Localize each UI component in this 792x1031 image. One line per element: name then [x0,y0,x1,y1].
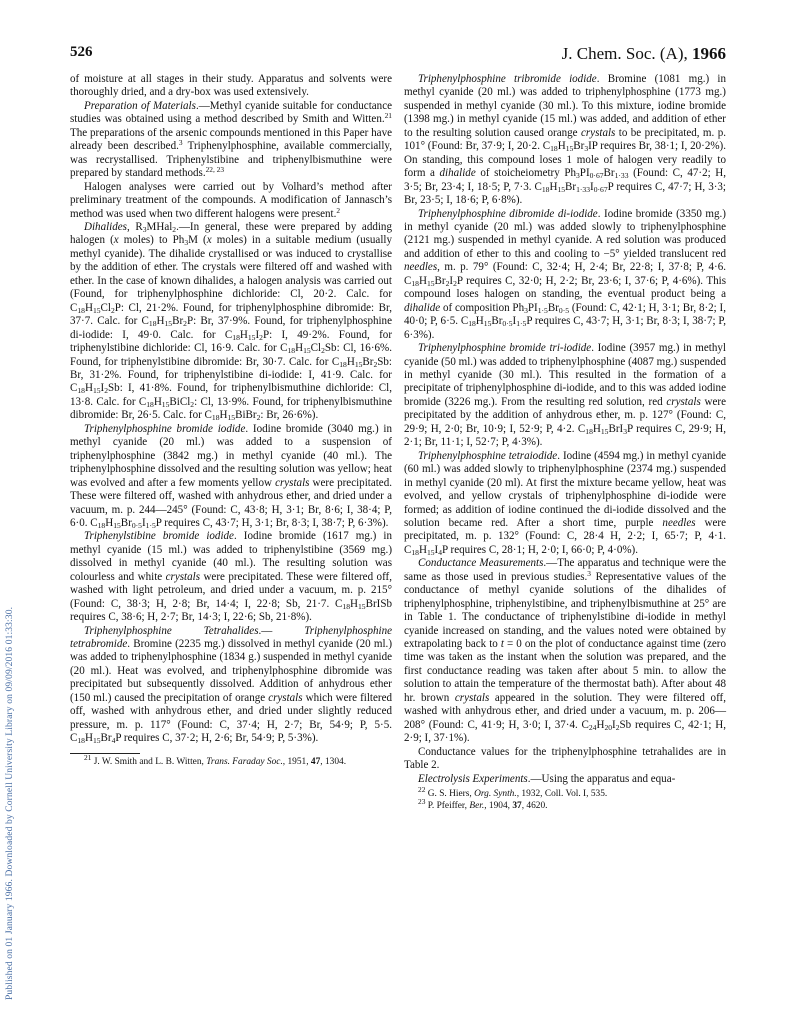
journal-name: J. Chem. Soc. (A), [561,44,688,63]
footnote: $^{23}$ P. Pfeiffer, Ber., 1904, 37, 4620. [418,796,548,811]
paragraph: Conductance values for the triphenylphosphine tetrahalides are in Table 2. [404,745,726,772]
paragraph: Triphenylstibine bromide iodide. Iodine bromide (1617 mg.) in methyl cyanide (15 ml.) was added to triphenylstibine (3569 mg.) dissolved in methyl cyanide (40 ml.). The resulting solution was colourless and white crystals were precipitated. These were filtered off, washed with light petroleum, and dried under a vacuum, m. p. 215° (Found: C, 38·3; H, 2·8; Br, 14·4; I, 22·8; Sb, 21·7. $C_{18}H_{15}BrISb$ requires C, 38·6; H, 2·7; Br, 14·3; I, 22·6; Sb, 21·8%). [70,530,392,624]
publication-notice[interactable]: Published on 01 January 1966. Downloaded by Cornell University Library on 09/09/2016 01:33:30. [4,606,15,1000]
paragraph: Conductance Measurements.—The apparatus and technique were the same as those used in previous studies.$^3$ Representative values of the conductance of methyl cyanide solutions of the dihalides of triphenylphosphine, triphenylstibine, and triphenylbismuthine at 25° are in Table 1. The conductance of triphenylstibine di-iodide in methyl cyanide increased on standing, and the values noted were obtained by extrapolating back to t = 0 on the plot of conductance against time (zero time was taken as the instant when the solution was prepared, and the first conductance reading was taken after about 5 min. to allow the solution to attain the temperature of the thermostat bath). After about 48 hr. brown crystals appeared in the solution. They were filtered off, washed with anhydrous ether, and dried under a vacuum, m. p. 206—208° (Found: C, 41·9; H, 3·0; I, 37·4. $C_{24}H_{20}I_2Sb$ requires C, 42·1; H, 2·9; I, 37·1%). [404,557,726,745]
paragraph: Triphenylphosphine tribromide iodide. Bromine (1081 mg.) in methyl cyanide (20 ml.) was added to triphenylphosphine (1773 mg.) suspended in methyl cyanide (30 ml.). To this mixture, iodine bromide (1398 mg.) in methyl cyanide (15 ml.) was added, and addition of ether to the resulting solution caused orange crystals to be precipitated, m. p. 101° (Found: Br, 37·9; I, 20·2. $C_{18}H_{15}Br_3IP$ requires Br, 38·1; I, 20·2%). On standing, this compound loses 1 mole of halogen very readily to form a dihalide of stoicheiometry $Ph_3PI_{0\cdot 67}Br_{1\cdot 33}$ (Found: C, 47·2; H, 3·5; Br, 23·4; I, 18·5; P, 7·3. $C_{18}H_{15}Br_{1\cdot 33}I_{0\cdot 67}P$ requires C, 47·7; H, 3·3; Br, 23·5; I, 18·6; P, 6·8%). [404,73,726,207]
paragraph: Triphenylphosphine bromide tri-iodide. Iodine (3957 mg.) in methyl cyanide (50 ml.) was added to triphenylphosphine (4087 mg.) suspended in methyl cyanide (30 ml.). This resulted in the formation of a precipitate of triphenylphosphine di-iodide, and to this was added iodine bromide (3226 mg.). From the resulting red solution, red crystals were precipitated by the addition of anhydrous ether, m. p. 127° (Found: C, 29·9; H, 2·0; Br, 10·9; I, 52·9; P, 4·2. $C_{18}H_{15}BrI_3P$ requires C, 29·9; H, 2·1; Br, 11·1; I, 52·7; P, 4·3%). [404,342,727,449]
footnote: $^{21}$ J. W. Smith and L. B. Witten, Trans. Faraday Soc., 1951, 47, 1304. [84,752,347,767]
paragraph: Triphenylphosphine bromide iodide. Iodine bromide (3040 mg.) in methyl cyanide (20 ml.) was added to a suspension of triphenylphosphine (3842 mg.) in methyl cyanide (40 ml.). The triphenylphosphine dissolved and the resulting solution was yellow; heat was evolved and after a few moments yellow crystals were precipitated. These were filtered off, washed with anhydrous ether, and dried under a vacuum, m. p. 244—245° (Found: C, 43·8; H, 3·1; Br, 8·6; I, 38·4; P, 6·0. $C_{18}H_{15}Br_{0\cdot 5}I_{1\cdot 5}P$ requires C, 43·7; H, 3·1; Br, 8·3; I, 38·7; P, 6·3%). [70,422,392,530]
right-column [404,73,726,812]
paragraph: Triphenylphosphine dibromide di-iodide. Iodine bromide (3350 mg.) in methyl cyanide (20 ml.) was added slowly to triphenylphosphine (2121 mg.) suspended in methyl cyanide. A red solution was produced and addition of ether to this and cooling to −5° yielded translucent red needles, m. p. 79° (Found: C, 32·4; H, 2·4; Br, 22·8; I, 37·8; P, 4·6. $C_{18}H_{15}Br_2I_2P$ requires C, 32·0; H, 2·2; Br, 23·6; I, 37·6; P, 4·6%). This compound loses halogen on standing, the eventual product being a dihalide of composition $Ph_3PI_{1\cdot 5}Br_{0\cdot 5}$ (Found: C, 42·1; H, 3·1; Br, 8·2; I, 40·0; P, 6·5. $C_{18}H_{15}Br_{0\cdot 5}I_{1\cdot 5}P$ requires C, 43·7; H, 3·1; Br, 8·3; I, 38·7; P, 6·3%). [404,207,727,341]
paragraph: Halogen analyses were carried out by Volhard’s method after preliminary treatment of the compounds. A modification of Jannasch’s method was used when two different halogens were present.$^2$ [70,180,392,220]
journal-year: 1966 [692,44,726,63]
paragraph: of moisture at all stages in their study. Apparatus and solvents were thoroughly dried, and a dry-box was used extensively. [70,73,392,99]
journal-citation [562,44,726,64]
left-column [70,73,392,768]
paragraph: Triphenylphosphine Tetrahalides.— Triphenylphosphine tetrabromide. Bromine (2235 mg.) dissolved in methyl cyanide (20 ml.) was added to triphenylphosphine (1834 g.) suspended in methyl cyanide (20 ml.). Heat was evolved, and triphenylphosphine dibromide was precipitated but subsequently dissolved. Addition of anhydrous ether (150 ml.) caused the precipitation of orange crystals which were filtered off, washed with anhydrous ether, and dried under slightly reduced pressure, m. p. 117° (Found: C, 37·4; H, 2·7; Br, 54·9; P, 5·5. $C_{18}H_{15}Br_4P$ requires C, 37·2; H, 2·6; Br, 54·9; P, 5·3%). [70,624,392,746]
paragraph: Preparation of Materials.—Methyl cyanide suitable for conductance studies was obtained using a method described by Smith and Witten.$^{21}$ The preparations of the arsenic compounds mentioned in this Paper have already been described.$^3$ Triphenylphosphine, available commercially, was recrystallised. Triphenylstibine and triphenylbismuthine were prepared by standard methods.$^{22, 23}$ [70,99,393,180]
footnote: $^{22}$ G. S. Hiers, Org. Synth., 1932, Coll. Vol. I, 535. [418,785,608,800]
page-number: 526 [70,44,93,60]
paragraph: Electrolysis Experiments.—Using the apparatus and equa- [418,772,676,785]
footnote-rule [70,753,140,754]
paragraph: Dihalides, $R_3MHal_2.—In$ general, these were prepared by adding halogen (x moles) to $Ph_3M$ (x moles) in a suitable medium (usually methyl cyanide). The dihalide crystallised or was induced to crystallise by the addition of ether. The crystals were filtered off and washed with ether. In the case of known dihalides, a halogen analysis was carried out (Found, for triphenylphosphine dichloride: Cl, 20·2. Calc. for $C_{18}H_{15}Cl_2P$: Cl, 21·2%. Found, for triphenylphosphine dibromide: Br, 37·7. Calc. for $C_{18}H_{15}Br_2P$: Br, 37·9%. Found, for triphenylphosphine di-iodide: I, 49·0. Calc. for $C_{18}H_{15}I_2P$: I, 49·2%. Found, for triphenylstibine dichloride: Cl, 16·9. Calc. for $C_{18}H_{15}Cl_2Sb$: Cl, 16·6%. Found, for triphenylstibine dibromide: Br, 30·7. Calc. for $C_{18}H_{15}Br_2Sb$: Br, 31·2%. Found, for triphenylstibine di-iodide: I, 41·9. Calc. for $C_{18}H_{15}I_2Sb$: I, 41·8%. Found, for triphenylbismuthine dichloride: Cl, 13·8. Calc. for $C_{18}H_{15}BiCl_2$: Cl, 13·9%. Found, for triphenylbismuthine dibromide: Br, 26·5. Calc. for $C_{18}H_{15}BiBr_2$: Br, 26·6%). [70,220,393,423]
page-header [70,44,726,66]
paragraph: Triphenylphosphine tetraiodide. Iodine (4594 mg.) in methyl cyanide (60 ml.) was added slowly to triphenylphosphine (2374 mg.) suspended in methyl cyanide (20 ml). At first the mixture became yellow, heat was evolved, and yellow crystals of triphenylphosphine di-iodide were formed; as addition of iodine continued the di-iodide dissolved and the solution became red. After a short time, purple needles were precipitated, m. p. 132° (Found: C, 28·4 H, 2·2; I, 65·7; P, 4·1. $C_{18}H_{15}I_4P$ requires C, 28·1; H, 2·0; I, 66·0; P, 4·0%). [404,449,726,557]
